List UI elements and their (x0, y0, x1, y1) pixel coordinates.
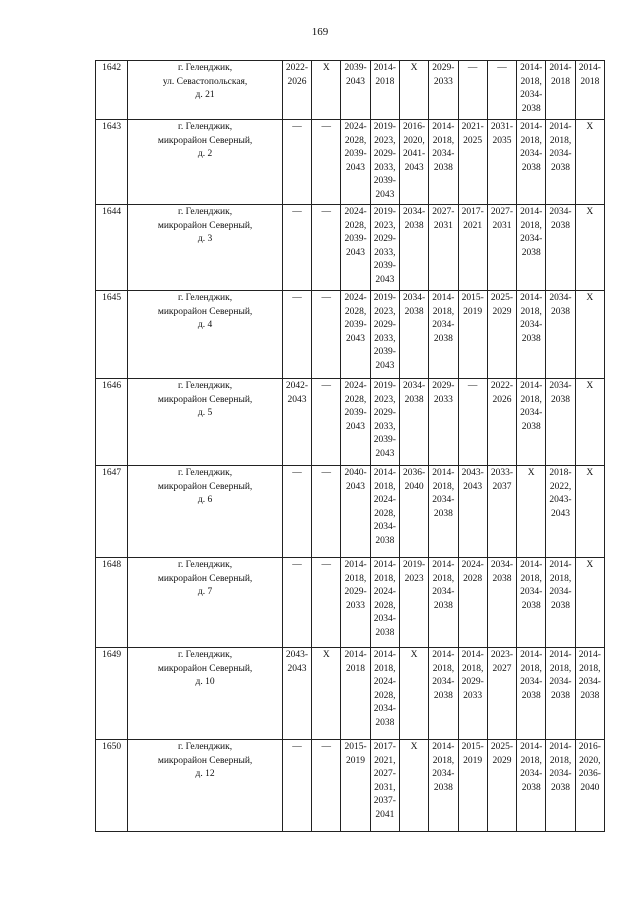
period-cell: 2014- 2018 (546, 61, 575, 120)
period-cell: 2014- 2018, 2034- 2038 (517, 291, 546, 379)
period-cell: 2033- 2037 (487, 466, 516, 558)
address-cell: г. Геленджик, микрорайон Северный, д. 7 (128, 558, 283, 648)
period-cell: 2017- 2021 (458, 205, 487, 291)
period-cell: 2014- 2018, 2034- 2038 (517, 205, 546, 291)
period-cell: 2034- 2038 (546, 379, 575, 466)
period-cell: 2022- 2026 (282, 61, 311, 120)
address-cell: г. Геленджик, микрорайон Северный, д. 12 (128, 740, 283, 832)
address-cell: г. Геленджик, ул. Севастопольская, д. 21 (128, 61, 283, 120)
period-cell: 2014- 2018, 2029- 2033 (458, 648, 487, 740)
period-cell: 2034- 2038 (399, 291, 428, 379)
table-row (96, 466, 605, 558)
period-cell: 2039- 2043 (341, 61, 370, 120)
period-cell: 2029- 2033 (429, 379, 458, 466)
period-cell: 2014- 2018, 2034- 2038 (517, 648, 546, 740)
address-cell: г. Геленджик, микрорайон Северный, д. 4 (128, 291, 283, 379)
period-cell: 2022- 2026 (487, 379, 516, 466)
period-cell: 2024- 2028, 2039- 2043 (341, 291, 370, 379)
period-cell: 2016- 2020, 2036- 2040 (575, 740, 604, 832)
period-cell: 2014- 2018, 2034- 2038 (575, 648, 604, 740)
period-cell: 2021- 2025 (458, 120, 487, 205)
period-cell: 2043- 2043 (458, 466, 487, 558)
period-cell: 2027- 2031 (429, 205, 458, 291)
period-cell: 2034- 2038 (399, 379, 428, 466)
table-row (96, 740, 605, 832)
table-row (96, 120, 605, 205)
page-number: 169 (311, 26, 329, 38)
period-cell: — (312, 466, 341, 558)
schedule-table (95, 60, 605, 832)
period-cell: 2014- 2018, 2034- 2038 (546, 120, 575, 205)
period-cell: X (312, 61, 341, 120)
period-cell: X (399, 61, 428, 120)
table-row (96, 648, 605, 740)
period-cell: 2014- 2018, 2029- 2033 (341, 558, 370, 648)
period-cell: 2024- 2028, 2039- 2043 (341, 379, 370, 466)
period-cell: 2019- 2023, 2029- 2033, 2039- 2043 (370, 379, 399, 466)
period-cell: 2014- 2018 (370, 61, 399, 120)
period-cell: 2014- 2018 (575, 61, 604, 120)
period-cell: 2025- 2029 (487, 740, 516, 832)
table-row (96, 61, 605, 120)
row-number: 1648 (96, 558, 128, 648)
period-cell: 2025- 2029 (487, 291, 516, 379)
period-cell: 2014- 2018, 2034- 2038 (429, 648, 458, 740)
period-cell: 2015- 2019 (341, 740, 370, 832)
period-cell: 2029- 2033 (429, 61, 458, 120)
period-cell: 2019- 2023, 2029- 2033, 2039- 2043 (370, 120, 399, 205)
period-cell: X (399, 740, 428, 832)
period-cell: — (282, 205, 311, 291)
period-cell: 2034- 2038 (399, 205, 428, 291)
period-cell: 2019- 2023, 2029- 2033, 2039- 2043 (370, 291, 399, 379)
period-cell: — (487, 61, 516, 120)
period-cell: — (282, 120, 311, 205)
period-cell: 2014- 2018, 2034- 2038 (546, 740, 575, 832)
table-row (96, 558, 605, 648)
period-cell: 2042- 2043 (282, 379, 311, 466)
period-cell: 2023- 2027 (487, 648, 516, 740)
period-cell: 2014- 2018, 2034- 2038 (429, 466, 458, 558)
period-cell: — (312, 740, 341, 832)
period-cell: 2015- 2019 (458, 740, 487, 832)
period-cell: 2031- 2035 (487, 120, 516, 205)
address-cell: г. Геленджик, микрорайон Северный, д. 3 (128, 205, 283, 291)
period-cell: 2024- 2028, 2039- 2043 (341, 120, 370, 205)
period-cell: X (399, 648, 428, 740)
period-cell: 2014- 2018, 2034- 2038 (517, 740, 546, 832)
period-cell: 2024- 2028 (458, 558, 487, 648)
period-cell: 2014- 2018, 2034- 2038 (429, 291, 458, 379)
period-cell: X (575, 466, 604, 558)
row-number: 1646 (96, 379, 128, 466)
address-cell: г. Геленджик, микрорайон Северный, д. 5 (128, 379, 283, 466)
period-cell: 2034- 2038 (546, 205, 575, 291)
period-cell: X (575, 558, 604, 648)
period-cell: 2014- 2018, 2024- 2028, 2034- 2038 (370, 648, 399, 740)
period-cell: 2014- 2018, 2034- 2038 (517, 379, 546, 466)
table-row (96, 379, 605, 466)
period-cell: — (458, 379, 487, 466)
period-cell: 2027- 2031 (487, 205, 516, 291)
period-cell: 2014- 2018, 2034- 2038 (546, 558, 575, 648)
address-cell: г. Геленджик, микрорайон Северный, д. 10 (128, 648, 283, 740)
period-cell: — (282, 558, 311, 648)
period-cell: — (312, 558, 341, 648)
row-number: 1644 (96, 205, 128, 291)
period-cell: X (575, 379, 604, 466)
period-cell: — (282, 291, 311, 379)
period-cell: X (575, 120, 604, 205)
period-cell: 2040- 2043 (341, 466, 370, 558)
table-row (96, 205, 605, 291)
period-cell: 2014- 2018, 2034- 2038 (429, 740, 458, 832)
period-cell: — (312, 291, 341, 379)
period-cell: 2014- 2018, 2034- 2038 (517, 558, 546, 648)
period-cell: 2019- 2023 (399, 558, 428, 648)
period-cell: — (312, 205, 341, 291)
period-cell: — (282, 466, 311, 558)
period-cell: 2014- 2018, 2024- 2028, 2034- 2038 (370, 466, 399, 558)
period-cell: 2016- 2020, 2041- 2043 (399, 120, 428, 205)
period-cell: 2014- 2018 (341, 648, 370, 740)
period-cell: — (458, 61, 487, 120)
period-cell: 2014- 2018, 2034- 2038 (517, 61, 546, 120)
period-cell: 2024- 2028, 2039- 2043 (341, 205, 370, 291)
row-number: 1642 (96, 61, 128, 120)
period-cell: X (575, 291, 604, 379)
address-cell: г. Геленджик, микрорайон Северный, д. 2 (128, 120, 283, 205)
period-cell: 2015- 2019 (458, 291, 487, 379)
row-number: 1649 (96, 648, 128, 740)
row-number: 1645 (96, 291, 128, 379)
period-cell: 2014- 2018, 2034- 2038 (429, 120, 458, 205)
period-cell: X (575, 205, 604, 291)
period-cell: — (282, 740, 311, 832)
period-cell: 2014- 2018, 2034- 2038 (429, 558, 458, 648)
period-cell: 2017- 2021, 2027- 2031, 2037- 2041 (370, 740, 399, 832)
period-cell: — (312, 379, 341, 466)
period-cell: 2034- 2038 (546, 291, 575, 379)
period-cell: 2014- 2018, 2034- 2038 (517, 120, 546, 205)
table-row (96, 291, 605, 379)
period-cell: 2043- 2043 (282, 648, 311, 740)
period-cell: 2014- 2018, 2024- 2028, 2034- 2038 (370, 558, 399, 648)
period-cell: 2014- 2018, 2034- 2038 (546, 648, 575, 740)
period-cell: 2034- 2038 (487, 558, 516, 648)
row-number: 1647 (96, 466, 128, 558)
period-cell: — (312, 120, 341, 205)
table-body (96, 61, 605, 832)
address-cell: г. Геленджик, микрорайон Северный, д. 6 (128, 466, 283, 558)
period-cell: X (312, 648, 341, 740)
period-cell: 2018- 2022, 2043- 2043 (546, 466, 575, 558)
row-number: 1650 (96, 740, 128, 832)
period-cell: 2036- 2040 (399, 466, 428, 558)
period-cell: X (517, 466, 546, 558)
period-cell: 2019- 2023, 2029- 2033, 2039- 2043 (370, 205, 399, 291)
row-number: 1643 (96, 120, 128, 205)
